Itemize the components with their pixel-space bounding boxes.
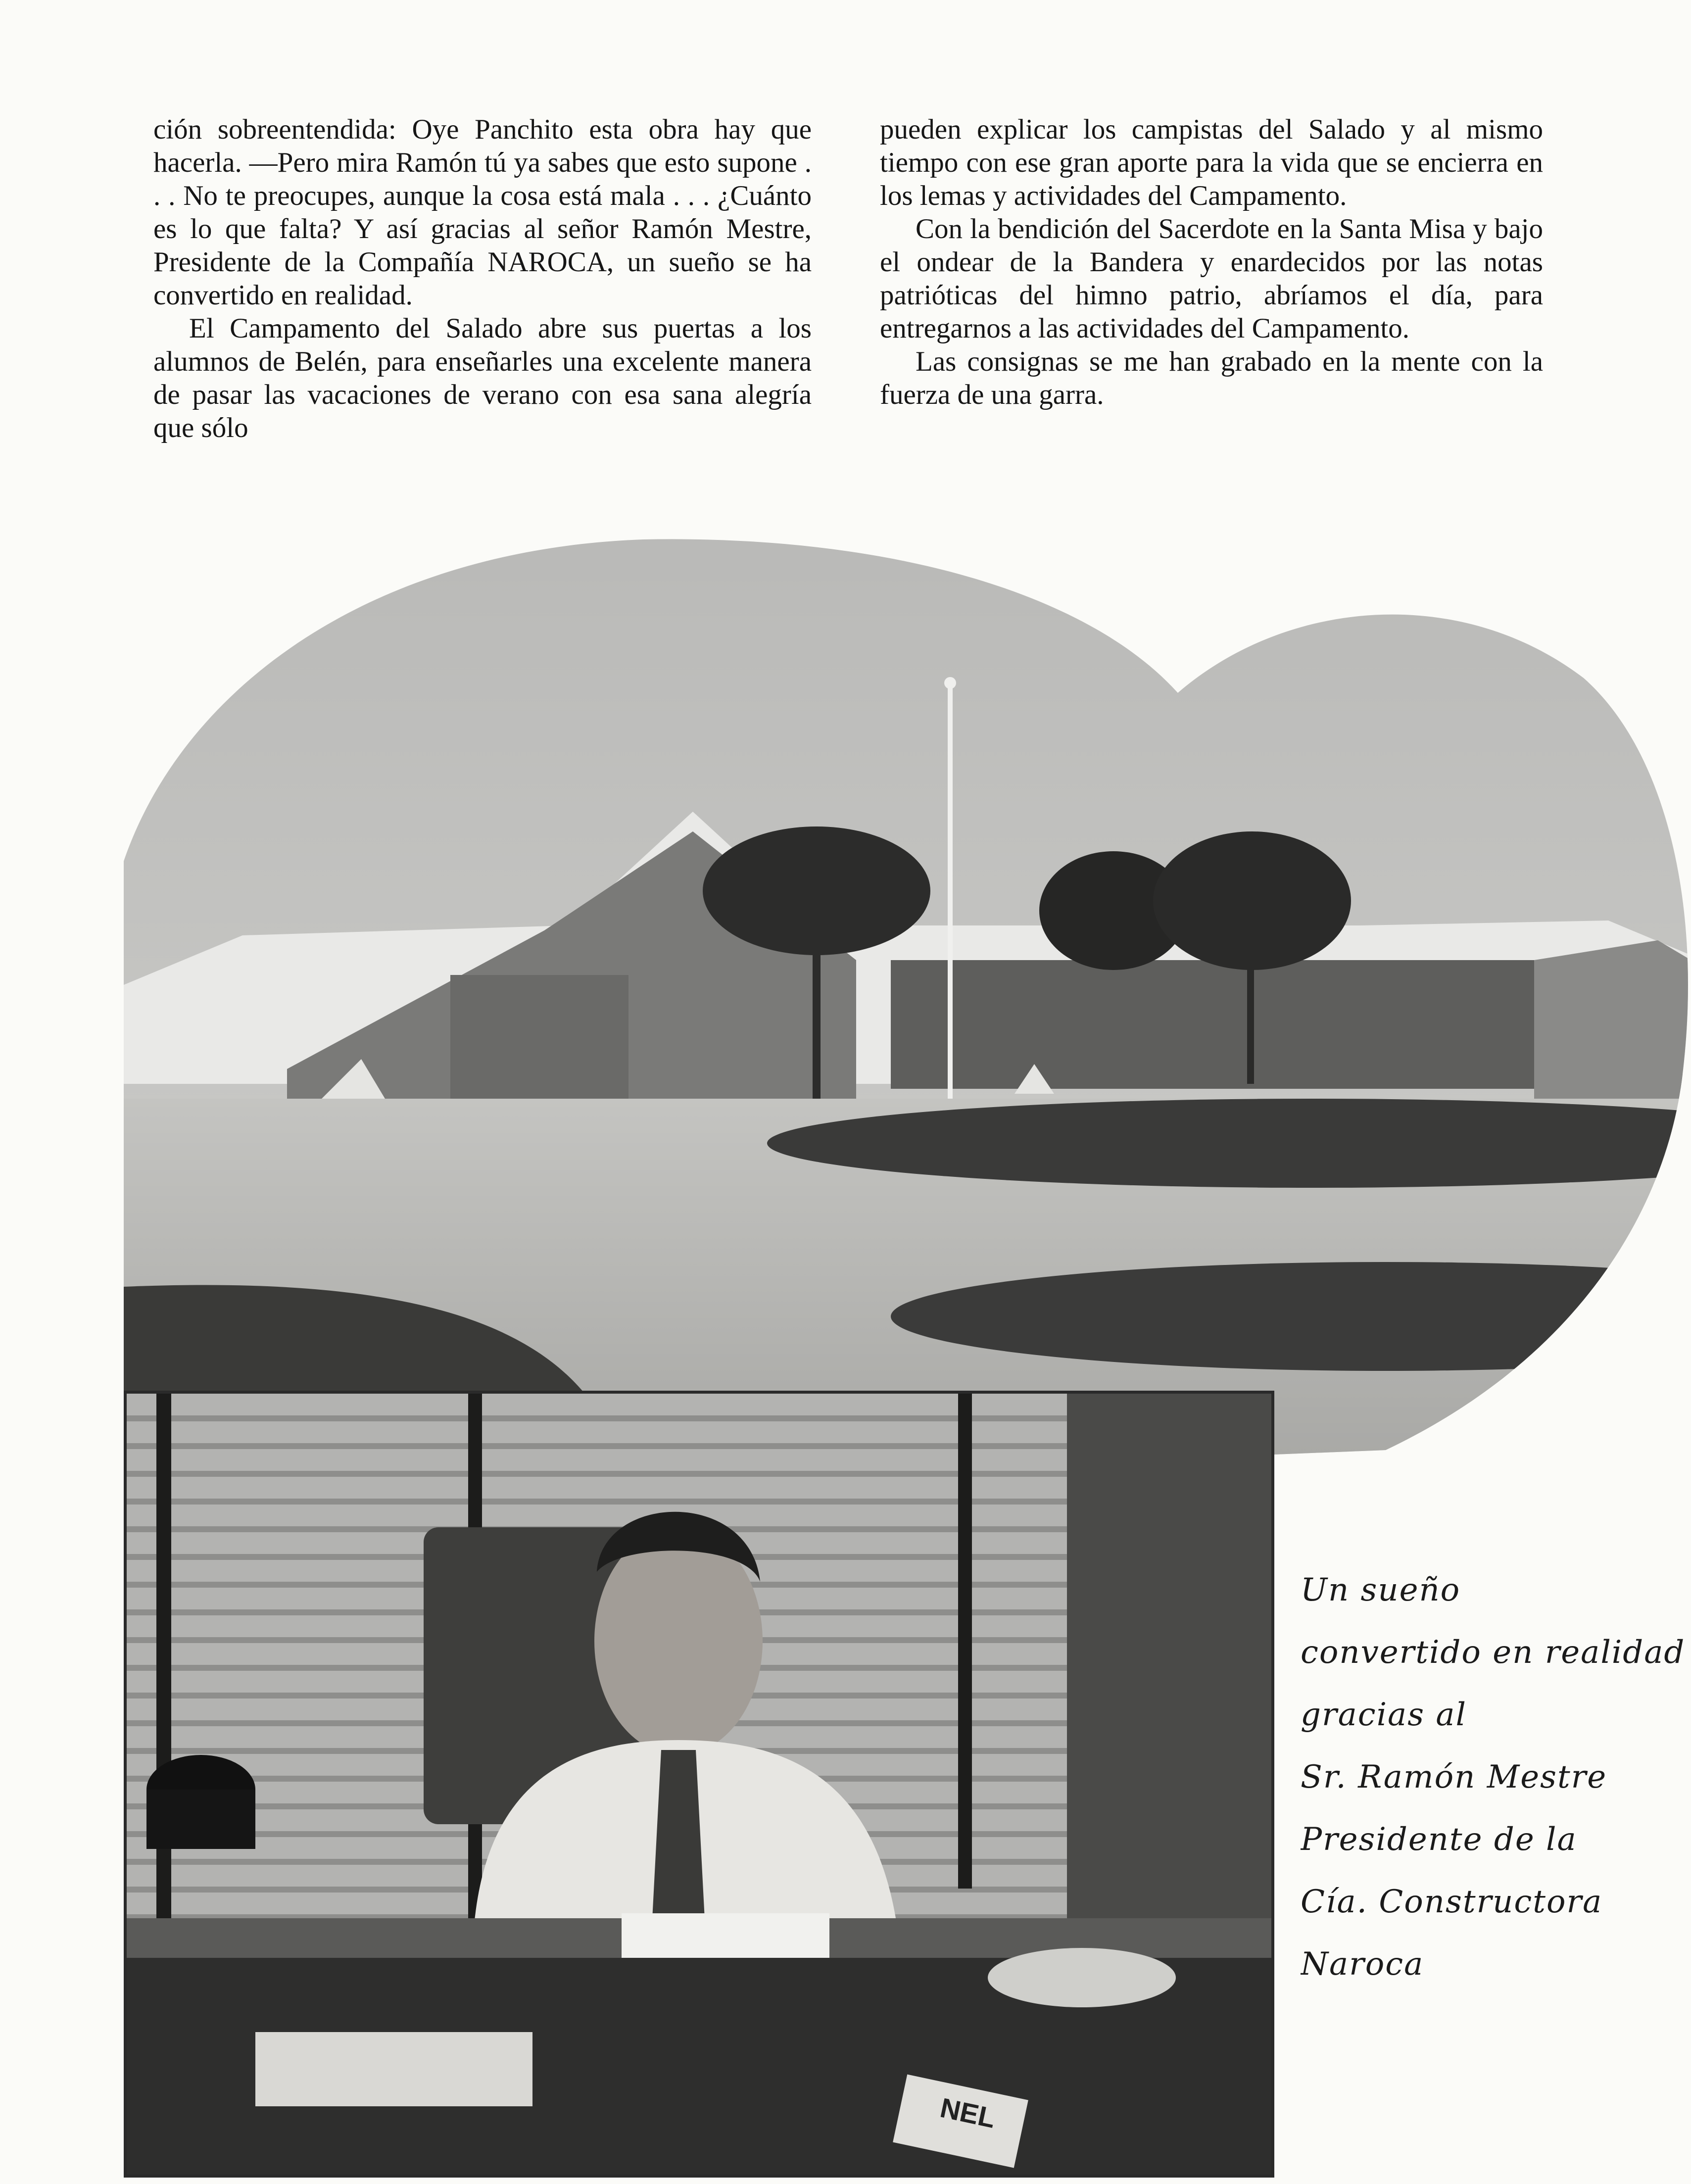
article-right-column xyxy=(880,113,1543,411)
caption-line: Cía. Constructora xyxy=(1301,1884,1603,1920)
paragraph: pueden explicar los campistas del Salado y al mismo tiempo con ese gran aporte para la vida que se encierra en los lemas y actividades del Campamento. xyxy=(880,114,1543,211)
man-at-desk-photo xyxy=(124,1391,1274,2178)
caption-line: Sr. Ramón Mestre xyxy=(1301,1759,1607,1796)
paragraph: ción sobreentendida: Oye Panchito esta obra hay que hacerla. —Pero mira Ramón tú ya sabes que esto supone . . . No te preocupes, aunque la cosa está mala . . . ¿Cuánto es lo que falta? Y así gracias al señor Ramón Mestre, Presidente de la Compañía NAROCA, un sueño se ha convertido en realidad. xyxy=(153,114,812,311)
camp-buildings-photo xyxy=(124,515,1691,1455)
article-left-column xyxy=(153,113,812,444)
desk-sign-text: NEL xyxy=(937,2091,999,2134)
caption-line: Naroca xyxy=(1301,1946,1424,1983)
caption-line: Un sueño xyxy=(1301,1572,1461,1608)
paragraph: Las consignas se me han grabado en la mente con la fuerza de una garra. xyxy=(880,346,1543,410)
paragraph: El Campamento del Salado abre sus puertas a los alumnos de Belén, para enseñarles una excelente manera de pasar las vacaciones de verano con esa sana alegría que sólo xyxy=(153,313,812,443)
caption-line: Presidente de la xyxy=(1301,1821,1577,1858)
caption-line: gracias al xyxy=(1301,1697,1467,1733)
photo-caption xyxy=(1301,1559,1691,1995)
paragraph: Con la bendición del Sacerdote en la Santa Misa y bajo el ondear de la Bandera y enardecidos por las notas patrióticas del himno patrio, abríamos el día, para entregarnos a las actividades del Campamento. xyxy=(880,213,1543,344)
caption-line: convertido en realidad xyxy=(1301,1634,1686,1671)
